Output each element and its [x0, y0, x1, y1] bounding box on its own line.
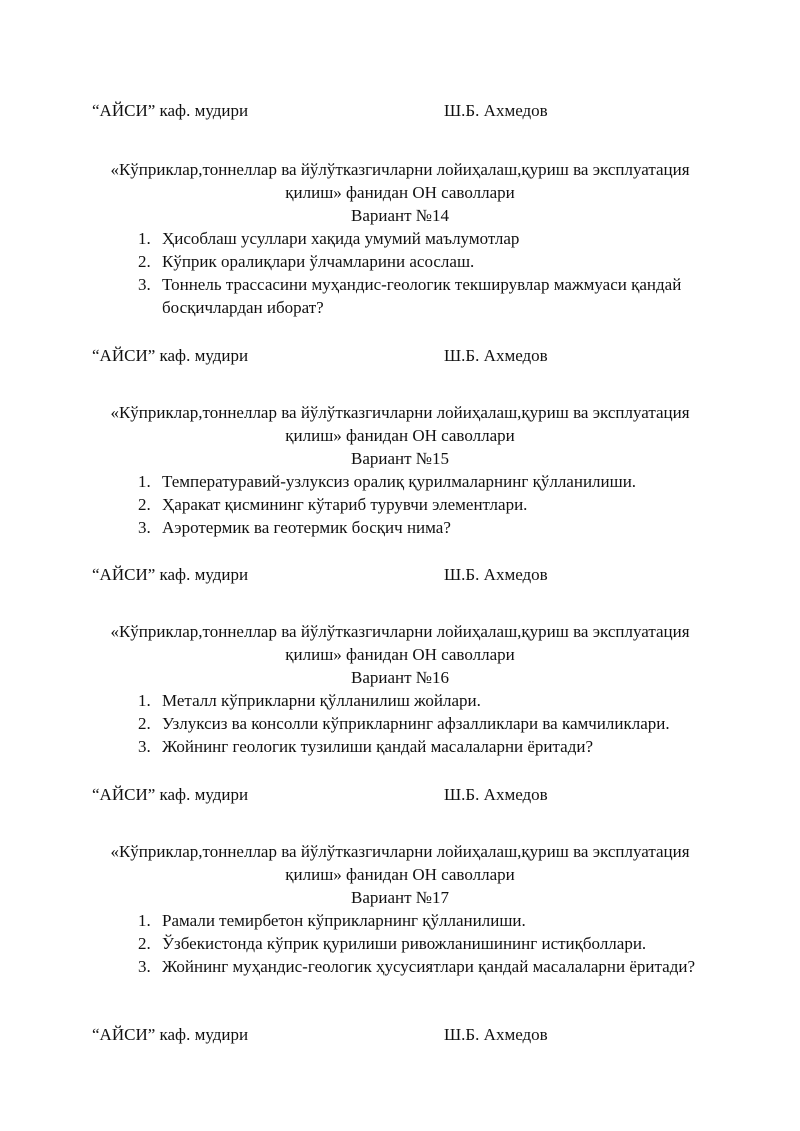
question-text: Жойнинг геологик тузилиши қандай масалаларни ёритади?	[162, 737, 594, 756]
question-item	[62, 470, 738, 493]
question-list	[62, 909, 738, 978]
course-title-line-2: қилиш» фанидан ОН саволлари	[285, 645, 515, 664]
question-number: 2.	[138, 495, 151, 514]
variant-label: Вариант №14	[350, 206, 450, 225]
question-item	[62, 932, 738, 955]
question-text: Металл кўприкларни қўлланилиш жойлари.	[162, 691, 481, 710]
course-title-line-2: қилиш» фанидан ОН саволлари	[285, 865, 515, 884]
question-text: Узлуксиз ва консолли кўприкларнинг афзалликлари ва камчиликлари.	[162, 714, 670, 733]
signature-line	[92, 344, 692, 368]
signatory-name: Ш.Б. Ахмедов	[444, 1025, 548, 1044]
question-item	[62, 909, 738, 932]
question-item	[62, 955, 738, 978]
signature-line	[92, 1023, 692, 1047]
course-title-line-1: «Кўприклар,тоннеллар ва йўлўтказгичларни лойиҳалаш,қуриш ва эксплуатация	[110, 403, 690, 422]
variant-label: Вариант №15	[350, 449, 450, 468]
question-number: 1.	[138, 472, 151, 491]
question-number: 1.	[138, 911, 151, 930]
question-text: Жойнинг муҳандис-геологик ҳусусиятлари қандай масалаларни ёритади?	[162, 957, 695, 976]
variant-block-17	[62, 840, 738, 978]
question-text: Кўприк оралиқлари ўлчамларини асослаш.	[162, 252, 475, 271]
signatory-name: Ш.Б. Ахмедов	[444, 565, 548, 584]
question-item	[62, 227, 738, 250]
question-list	[62, 689, 738, 758]
question-item	[62, 493, 738, 516]
question-number: 1.	[138, 229, 151, 248]
question-list	[62, 227, 738, 319]
course-title-line-1: «Кўприклар,тоннеллар ва йўлўтказгичларни лойиҳалаш,қуриш ва эксплуатация	[110, 842, 690, 861]
question-item	[62, 689, 738, 712]
variant-block-16	[62, 620, 738, 758]
variant-block-15	[62, 401, 738, 539]
question-item	[62, 516, 738, 539]
question-number: 3.	[138, 737, 151, 756]
course-title-line-1: «Кўприклар,тоннеллар ва йўлўтказгичларни лойиҳалаш,қуриш ва эксплуатация	[110, 622, 690, 641]
question-item	[62, 273, 738, 319]
question-number: 3.	[138, 275, 151, 294]
signatory-name: Ш.Б. Ахмедов	[444, 101, 548, 120]
course-title-line-1: «Кўприклар,тоннеллар ва йўлўтказгичларни лойиҳалаш,қуриш ва эксплуатация	[110, 160, 690, 179]
question-number: 2.	[138, 934, 151, 953]
signature-line	[92, 99, 692, 123]
question-number: 2.	[138, 714, 151, 733]
question-text: Тоннель трассасини муҳандис-геологик текширувлар мажмуаси қандай босқичлардан иборат?	[162, 275, 682, 317]
department-head-label: “АЙСИ” каф. мудири	[92, 565, 249, 584]
question-text: Ўзбекистонда кўприк қурилиши ривожланишининг истиқболлари.	[162, 934, 647, 953]
department-head-label: “АЙСИ” каф. мудири	[92, 785, 249, 804]
question-item	[62, 712, 738, 735]
signatory-name: Ш.Б. Ахмедов	[444, 346, 548, 365]
question-number: 3.	[138, 518, 151, 537]
signature-line	[92, 783, 692, 807]
question-list	[62, 470, 738, 539]
course-title-line-2: қилиш» фанидан ОН саволлари	[285, 183, 515, 202]
variant-label: Вариант №17	[350, 888, 450, 907]
department-head-label: “АЙСИ” каф. мудири	[92, 1025, 249, 1044]
question-item	[62, 735, 738, 758]
question-text: Ҳаракат қисмининг кўтариб турувчи элементлари.	[162, 495, 528, 514]
signatory-name: Ш.Б. Ахмедов	[444, 785, 548, 804]
question-text: Рамали темирбетон кўприкларнинг қўлланилиши.	[162, 911, 526, 930]
question-number: 3.	[138, 957, 151, 976]
course-title-line-2: қилиш» фанидан ОН саволлари	[285, 426, 515, 445]
department-head-label: “АЙСИ” каф. мудири	[92, 346, 249, 365]
variant-block-14	[62, 158, 738, 319]
question-number: 1.	[138, 691, 151, 710]
question-text: Аэротермик ва геотермик босқич нима?	[162, 518, 451, 537]
question-text: Ҳисоблаш усуллари хақида умумий маълумотлар	[162, 229, 520, 248]
question-text: Температуравий-узлуксиз оралиқ қурилмаларнинг қўлланилиши.	[162, 472, 637, 491]
question-number: 2.	[138, 252, 151, 271]
department-head-label: “АЙСИ” каф. мудири	[92, 101, 249, 120]
question-item	[62, 250, 738, 273]
variant-label: Вариант №16	[350, 668, 450, 687]
signature-line	[92, 563, 692, 587]
